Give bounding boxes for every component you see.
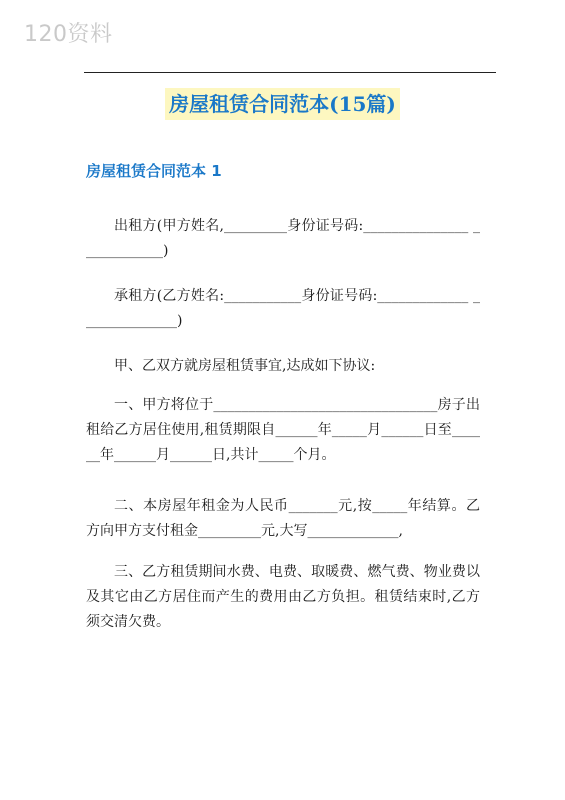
document-title-text: 房屋租赁合同范本(15篇): [165, 88, 400, 120]
paragraph-lessor: 出租方(甲方姓名,_________身份证号码:_______________ ____________): [86, 218, 480, 259]
paragraph-agreement-intro: 甲、乙双方就房屋租赁事宜,达成如下协议:: [114, 358, 376, 374]
paragraph-clause-2: 二、本房屋年租金为人民币_______元,按_____年结算。乙方向甲方支付租金_________元,大写_____________,: [86, 498, 480, 539]
section-heading: 房屋租赁合同范本 1: [86, 162, 222, 180]
header-divider: [84, 72, 496, 73]
watermark-logo: 120资料: [24, 22, 113, 47]
paragraph-clause-1: 一、甲方将位于________________________________房子出租给乙方居住使用,租赁期限自______年_____月______日至______年______月______日,共计_____个月。: [86, 397, 480, 463]
paragraph-lessee: 承租方(乙方姓名:___________身份证号码:_____________ ______________): [86, 288, 480, 329]
document-title: [0, 88, 565, 120]
paragraph-clause-3: 三、乙方租赁期间水费、电费、取暖费、燃气费、物业费以及其它由乙方居住而产生的费用由乙方负担。租赁结束时,乙方须交清欠费。: [86, 564, 480, 630]
